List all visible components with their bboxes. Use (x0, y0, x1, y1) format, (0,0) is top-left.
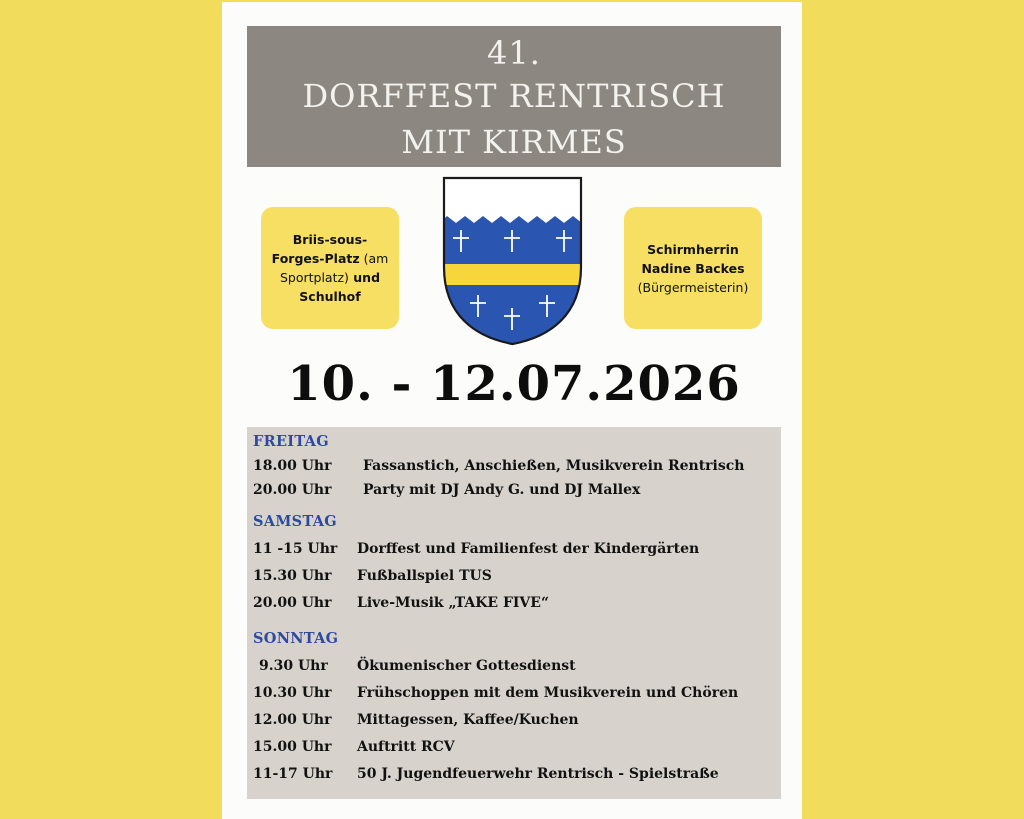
event-time: 11 -15 Uhr (253, 541, 338, 557)
location-text-3: (am (359, 251, 389, 266)
title-banner (247, 26, 781, 167)
day-friday: FREITAG (253, 433, 329, 450)
event-time: 12.00 Uhr (253, 712, 332, 728)
day-sunday: SONNTAG (253, 630, 339, 647)
event-title: Dorffest und Familienfest der Kindergärten (357, 541, 700, 557)
location-text-6: Schulhof (299, 289, 361, 304)
title-name: DORFFEST RENTRISCH (302, 77, 726, 115)
event-title: Fassanstich, Anschießen, Musikverein Rentrisch (363, 458, 745, 474)
schedule-panel (247, 427, 781, 799)
event-time: 20.00 Uhr (253, 482, 332, 498)
title-subtitle: MIT KIRMES (401, 123, 627, 161)
event-title: Mittagessen, Kaffee/Kuchen (357, 712, 579, 728)
location-text-1: Briis-sous- (292, 232, 368, 247)
patron-box (624, 207, 762, 329)
patron-role: (Bürgermeisterin) (637, 279, 749, 295)
event-time: 11-17 Uhr (253, 766, 333, 782)
patron-name: Nadine Backes (641, 260, 745, 276)
event-title: Live-Musik „TAKE FIVE“ (357, 595, 550, 611)
event-time: 9.30 Uhr (259, 658, 328, 674)
event-title: Ökumenischer Gottesdienst (357, 658, 576, 674)
event-date: 10. - 12.07.2026 (287, 356, 741, 412)
event-title: Party mit DJ Andy G. und DJ Mallex (363, 482, 641, 498)
event-time: 15.30 Uhr (253, 568, 332, 584)
event-title: 50 J. Jugendfeuerwehr Rentrisch - Spielstraße (357, 766, 719, 782)
event-title: Frühschoppen mit dem Musikverein und Chören (357, 685, 739, 701)
title-edition: 41. (487, 34, 541, 72)
location-text-2: Forges-Platz (271, 251, 360, 266)
location-text-4: Sportplatz) (279, 270, 349, 285)
day-saturday: SAMSTAG (253, 513, 337, 530)
location-box (261, 207, 399, 329)
event-time: 18.00 Uhr (253, 458, 332, 474)
location-text-5: und (348, 270, 381, 285)
patron-title: Schirmherrin (647, 241, 739, 257)
event-title: Auftritt RCV (357, 739, 455, 755)
event-time: 15.00 Uhr (253, 739, 332, 755)
event-title: Fußballspiel TUS (357, 568, 492, 584)
event-time: 10.30 Uhr (253, 685, 332, 701)
event-time: 20.00 Uhr (253, 595, 332, 611)
coat-of-arms-icon (440, 175, 585, 347)
